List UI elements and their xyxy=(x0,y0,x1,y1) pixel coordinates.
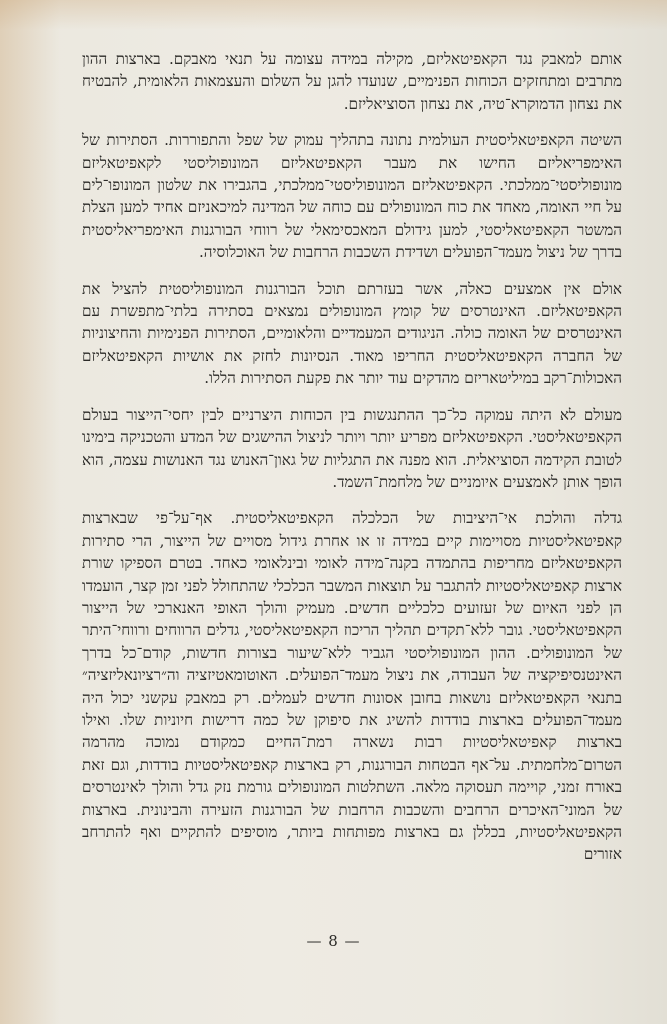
paragraph-1: אותם למאבק נגד הקאפיטאליזם, מקילה במידה עצומה על תנאי מאבקם. בארצות ההון מתרבים ומתחזקים הכוחות הפנימיים, שנועדו להגן על השלום והעצמאות הלאומית, להבטיח את נצחון הדמוקרא־טיה, את נצחון הסוציאליזם. xyxy=(82,50,622,113)
paragraph-5: גדלה והולכת אי־היציבות של הכלכלה הקאפיטאליסטית. אף־על־פי שבארצות קאפיטאליסטיות מסויימות קיים במידה זו או אחרת גידול מסויים של הייצור, הרי סתירות הקאפיטאליזם מחריפות בהתמדה בקנה־מידה לאומי ובינלאומי כאחד. בטרם הספיקו שורת ארצות קאפיטאליסטיות להתגבר על תוצאות המשבר הכלכלי שהתחולל לפני זמן קצר, הועמדו הן לפני האיום של זעזועים כלכליים חדשים. מעמיק והולך האופי האנארכי של הייצור הקאפיטאליסטי. גובר ללא־תקדים תהליך הריכוז הקאפיטאליסטי, גדלים הרווחים ורווחי־היתר של המונופולים. ההון המונופוליסטי הגביר ללא־שיעור בצורות חדשות, קודם־כל בדרך האינטנסיפיקציה של העבודה, את ניצול מעמד־הפועלים. האוטומאטיזציה וה״רציונאליזציה״ בתנאי הקאפיטאליזם נושאות בחובן אסונות חדשים לעמלים. רק במאבק עקשני יכול היה מעמד־הפועלים בארצות בודדות להשיג את סיפוקן של כמה דרישות חיוניות שלו. ואילו בארצות קאפיטאליסטיות רבות נשארה רמת־החיים כמקודם נמוכה מהרמה הטרום־מלחמתית. על־אף הבטחות הבורגנות, רק בארצות קאפיטאליסטיות בודדות, וגם זאת באורח זמני, קויימה תעסוקה מלאה. השתלטות המונופולים גורמת נזק גדל והולך לאינטרסים של המוני־האיכרים הרחבים והשכבות הרחבות של הבורגנות הזעירה והבינונית. בארצות הקאפיטאליסטיות, בכללן גם בארצות מפותחות ביותר, מוסיפים להתקיים ואף להתרחב אזורים xyxy=(82,509,622,864)
paper-edge-stain xyxy=(0,0,60,1024)
body-text xyxy=(82,48,622,880)
page-number: — 8 — xyxy=(306,932,361,950)
paragraph-3: אולם אין אמצעים כאלה, אשר בעזרתם תוכל הבורגנות המונופוליסטית להציל את הקאפיטאליזם. האינטרסים של קומץ המונופולים נמצאים בסתירה בלתי־מתפשרת עם האינטרסים של האומה כולה. הניגודים המעמדיים והלאומיים, הסתירות הפנימיות והחיצוניות של החברה הקאפיטאליסטית החריפו מאוד. הנסיונות לחזק את אושיות הקאפיטאליזם האכולות־רקב במיליטאריזם מהדקים עוד יותר את פקעת הסתירות הללו. xyxy=(82,279,622,388)
paragraph-2: השיטה הקאפיטאליסטית העולמית נתונה בתהליך עמוק של שפל והתפוררות. הסתירות של האימפריאליזם החישו את מעבר הקאפיטאליזם המונופוליסטי לקאפיטאליזם מונופוליסטי־ממלכתי. הקאפיטאליזם המונופוליסטי־ממלכתי, בהגבירו את שלטון המונופו־לים על חיי האומה, מאחד את כוח המונופולים עם כוחה של המדינה למיכאניזם אחיד למען הצלת המשטר הקאפיטאליסטי, למען גידולם המאכסימאלי של רווחי הבורגנות האימפריאליסטית בדרך של ניצול מעמד־הפועלים ושדידת השכבות הרחבות של האוכלוסיה. xyxy=(82,131,622,262)
paper-top-stain xyxy=(0,0,667,30)
paragraph-4: מעולם לא היתה עמוקה כל־כך ההתנגשות בין הכוחות היצרניים לבין יחסי־הייצור בעולם הקאפיטאליסטי. הקאפיטאליזם מפריע יותר ויותר לניצול ההישגים של המדע והטכניקה בימינו לטובת הקידמה הסוציאלית. הוא מפנה את התגליות של גאון־האנוש נגד האנושות עצמה, הוא הופך אותן לאמצעים איומניים של מלחמת־השמד. xyxy=(82,405,622,491)
